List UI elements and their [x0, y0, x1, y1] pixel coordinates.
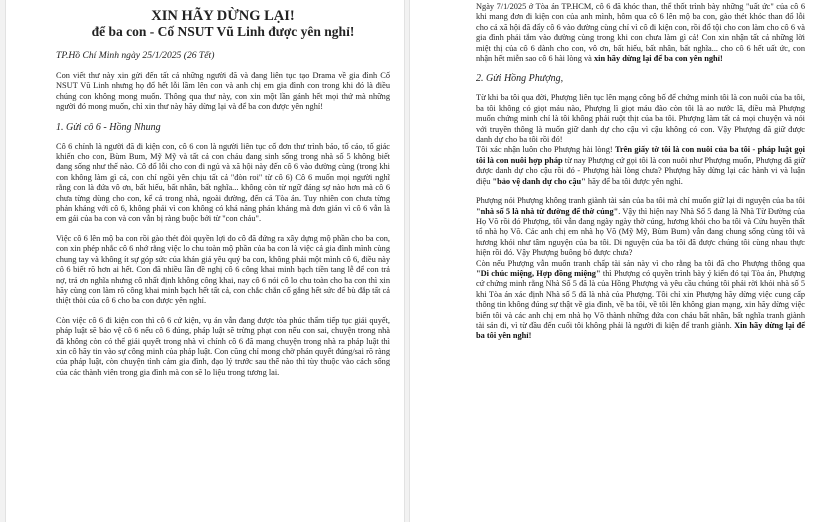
intro-paragraph: Con viết thư này xin gửi đến tất cả những người đã và đang liên tục tạo Drama về gia đình Cố NSUT Vũ Linh nhưng họ đổ hết lỗi lầm lên con và anh chị em gia đình con trong khi đó là điều chúng con không mong muốn. Thông qua thư này, con xin một lần gánh hết mọi thứ mà những người đó mong muốn, chỉ xin thư này hãy dừng lại và để ba con được yên nghỉ! [56, 71, 390, 112]
paragraph-8-text-a: Còn nếu Phượng vẫn muốn tranh chấp tài sản này vì cho rằng ba tôi đã cho Phượng thông qua [476, 258, 805, 268]
paragraph-4-text: Ngày 7/1/2025 ở Tòa án TP.HCM, cô 6 đã khóc than, thể thốt trình bày những "uất ức" của cô 6 khi mang đơn đi kiện con của anh mình, hôm qua cô 6 lên mộ ba con, gào thét khóc than đổ lỗi cho cả xã hội đã đẩy cô 6 vào đường cùng chỉ vì cô đi kiện con, rồi đổ tội cho con làm cho cô 6 và gia đình phải tắm vào đường cùng trong khi con chưa làm gì cả! Con xin nhận tất cả những lời miệt thị của cô 6 dành cho con, vô ơn, bất hiếu, bất nhân, bất nghĩa... cho cô 6 hết uất ức, con nhận hết miễn sao cô 6 hài lòng và [476, 2, 805, 64]
paragraph-7-text-b: . Vậy thì hiện nay Nhà Số 5 đang là Nhà Từ Đường của Họ Võ rồi đó Phượng, tôi vẫn đang ngày ngày thờ cúng, hương khói cho ba tôi và Cửu huyền thất tổ nhà họ Võ. Các anh chị em nhà họ Võ (Mỹ Mỹ, Bùm Bum) vẫn đang chung sống cùng tôi và hương khói như tâm nguyện của ba tôi. Di nguyện của ba tôi đã được chúng tôi cùng nhau thực hiện rồi đó. Vậy Phượng buông bỏ được chưa? [476, 206, 805, 258]
letter-subtitle: để ba con - Cố NSUT Vũ Linh được yên nghỉ! [91, 24, 355, 39]
paragraph-7 [476, 196, 805, 258]
paragraph-1: Cô 6 chính là người đã đi kiện con, cô 6 con là người liên tục cố đơn thư trình báo, tố cáo, tố giác khiến cho con, Bùm Bum, Mỹ Mỹ và tất cả con cháu đang sinh sống trong nhà số 5 không biết đang sống như thế nào. Cô đổ lỗi cho con đi ngủ và xã hội này đến cô 6 vào đường cùng (trong khi con không làm gì cả, con chỉ ngồi yên chịu tất cả "đòn roi" từ cô 6) Cô 6 muốn mọi người nghĩ rằng con là đứa vô ơn, bất hiếu, bất nhân, bất nghĩa... không còn từ ngữ đáng sợ nào hơn mà cô 6 chưa từng dùng cho con, kể cả trong nhà, ngoài đường, đến cả Tòa án. Tuy nhiên con chưa từng phản kháng với cô 6, không phải vì con không có khả năng phản kháng mà đơn giản vì cô 6 vẫn là em gái của ba con và con vẫn bị ràng buộc bởi từ "con cháu". [56, 141, 390, 224]
paragraph-6 [476, 145, 805, 187]
paragraph-7-emphasis: "nhà số 5 là nhà từ đường để thờ cúng" [476, 206, 619, 216]
paragraph-8-text-b: thì Phượng có quyền trình bày ý kiến đó tại Tòa án, Phượng cứ chứng minh rằng Nhà Số 5 đã là của Hồng Phượng và yêu cầu chúng tôi phải rời khỏi nhà số 5 khi Tòa án xác định Nhà số 5 đã là nhà của Phượng. Tôi chỉ xin Phượng hãy dừng việc cung cấp thông tin không đúng sự thật về gia đình, về ba tôi, về tôi lên không gian mạng, xin hãy dừng việc biến tôi và các anh chị em nhà họ Võ thành những đứa con cháu bất nhân, bất nghĩa tranh giành tài sản đi, vì từ đầu đến cuối tôi không phải là người đi kiện để tranh giành. [476, 268, 805, 330]
paragraph-4 [476, 2, 805, 64]
paragraph-3: Còn việc cô 6 đi kiện con thì cô 6 cứ kiện, vụ án vẫn đang được tòa phúc thẩm tiếp tục giải quyết, pháp luật sẽ bảo vệ cô 6 nếu cô 6 đúng, pháp luật sẽ trừng phạt con nếu con sai, chuyện trong nhà đã không còn có thể giải quyết trong nhà vì chính cô 6 đã mang chuyện trong nhà ra pháp luật thì xin cô hãy tin vào sự công minh của pháp luật. Con cũng chỉ mong chờ phán quyết đúng/sai rõ ràng của pháp luật, còn chuyện tình cảm gia đình, đạo lý trước sau thế nào thì tùy thuộc vào cách sống của các thành viên trong gia đình mà con sẽ lo liệu trong tương lai. [56, 315, 390, 377]
paragraph-6-text-b: từ nay Phượng cứ gọi tôi là con nuôi như Phượng muốn, Phượng đã giữ được danh dự cho cậu rồi đó - Phượng hài lòng chưa? Phượng hãy dừng lại các hành vi và luận điệu [476, 155, 805, 186]
paragraph-8 [476, 259, 805, 342]
section-heading-1: 1. Gửi cô 6 - Hồng Nhung [56, 121, 161, 133]
section-heading-2: 2. Gửi Hồng Phượng, [476, 73, 564, 85]
paragraph-8-emphasis-2: Xin hãy dừng lại để ba tôi yên nghỉ! [476, 320, 805, 341]
paragraph-2: Việc cô 6 lên mộ ba con rồi gào thét đòi quyền lợi do cô đã đứng ra xây dựng mộ phần cho ba con, con xin phép nhắc cô 6 nhớ rằng việc lo chu toàn mộ phần của ba con là việc cả gia đình mình cùng chung tay và không ít sự góp sức của khán giả yêu quý ba con, không phải một mình cô 6, điều này cô 6 biết rõ hơn ai hết. Con đã nhiều lần đề nghị cô 6 công khai minh bạch tiền tang lễ để con trả nợ, trả ơn nghĩa nhưng cô nhất định không công khai, nay cô 6 nói cô lo chu toàn cho ba con thì xin hãy cùng con làm rõ công khai minh bạch hết tất cả, con chắc chắn cố gắng hết sức để bù đắp tất cả thiệt thòi của cô 6 cho ba con được yên nghỉ. [56, 233, 390, 306]
paragraph-5: Từ khi ba tôi qua đời, Phượng liên tục lên mạng công bố để chứng minh tôi là con nuôi của ba tôi, ba tôi không có giọt máu nào, Phượng lì giọt máu đào còn tôi là ao nước lã, điều mà Phượng muốn chứng minh chỉ là tôi không phải ruột thịt của ba tôi. Phượng làm tất cả mọi chuyện và nói với truyền thông là muốn giữ danh dự cho cậu vì cậu không có con. Vậy Phượng đã giữ được danh dự cho ba tôi rồi đó! [476, 93, 805, 145]
document-page-right [410, 0, 817, 522]
document-page-left [6, 0, 404, 522]
paragraph-7-text-a: Phượng nói Phượng không tranh giành tài sản của ba tôi mà chỉ muốn giữ lại di nguyện của ba tôi [476, 196, 805, 206]
paragraph-6-emphasis-1: Trên giấy tờ tôi là con nuôi của ba tôi - pháp luật gọi tôi là con nuôi hợp pháp [476, 145, 805, 165]
paragraph-6-text-a: Tôi xác nhận luôn cho Phượng hài lòng! [476, 145, 613, 155]
letter-title: XIN HÃY DỪNG LẠI! [151, 8, 295, 24]
paragraph-4-emphasis: xin hãy dừng lại để ba con yên nghỉ! [593, 54, 723, 64]
paragraph-6-emphasis-2: "bảo vệ danh dự cho cậu" [492, 176, 586, 186]
paragraph-6-text-c: hãy để ba tôi được yên nghỉ. [587, 176, 683, 186]
letter-dateline: TP.Hồ Chí Minh ngày 25/1/2025 (26 Tết) [56, 50, 215, 61]
paragraph-8-emphasis-1: "Di chúc miệng, Hợp đồng miệng" [476, 268, 601, 278]
